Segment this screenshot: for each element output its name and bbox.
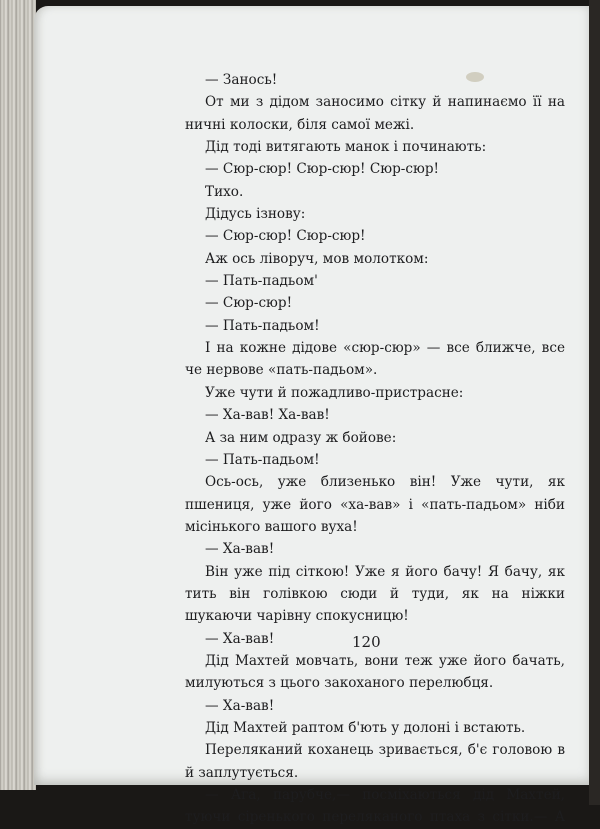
text-line: че нервове «пать-падьом». (185, 362, 378, 379)
text-line: місінького вашого вуха! (185, 518, 358, 535)
page-number: 120 (352, 633, 381, 651)
text-line: От ми з дідом заносимо сітку й напинаємо її на (205, 94, 565, 111)
text-line: Дід тоді витягають манок і починають: (205, 139, 487, 156)
page-body-text (185, 69, 565, 829)
text-line: — Пать-падьом' (205, 273, 318, 290)
text-line: Тихо. (205, 183, 244, 200)
text-line: — Ха-вав! (205, 697, 275, 714)
text-line: А за ним одразу ж бойове: (205, 429, 397, 446)
text-line: — Ха-вав! (205, 541, 275, 558)
page-right-edge (589, 0, 600, 805)
text-line: шукаючи чарівну спокусницю! (185, 608, 409, 625)
text-line: — Пать-падьом! (205, 451, 320, 468)
text-line: пшениця, уже його «ха-вав» і «пать-падьом» ніби (185, 496, 565, 513)
text-line: — Ага, парубче,— посміхаються дід Махтей, (205, 787, 565, 803)
text-line: Уже чути й пожадливо-пристрасне: (205, 384, 464, 401)
text-line: ничні колоски, біля самої межі. (185, 116, 415, 133)
text-line: — Сюр-сюр! Сюр-сюр! (205, 228, 366, 245)
text-line: Він уже під сіткою! Уже я його бачу! Я бачу, як (205, 563, 565, 580)
text-line: — Сюр-сюр! Сюр-сюр! Сюр-сюр! (205, 161, 439, 178)
text-line: Дід Махтей раптом б'ють у долоні і встають. (205, 719, 526, 736)
text-line: Дід Махтей мовчать, вони теж уже його бачать, (205, 652, 565, 669)
text-line: — Пать-падьом! (205, 317, 320, 334)
text-line: й заплутується. (185, 764, 299, 781)
text-line: Ось-ось, уже близенько він! Уже чути, як (205, 474, 565, 491)
text-line: — Ха-вав! (205, 630, 275, 647)
text-line: — Занось! (205, 72, 278, 88)
text-line: Аж ось ліворуч, мов молотком: (205, 250, 429, 267)
text-line: — Сюр-сюр! (205, 295, 293, 312)
text-line: — Ха-вав! Ха-вав! (205, 407, 330, 424)
text-line: Переляканий коханець зривається, б'є головою в (205, 742, 565, 759)
text-line: тить він голівкою сюди й туди, як на ніжки (185, 585, 565, 602)
text-line: І на кожне дідове «сюр-сюр» — все ближче, все (205, 340, 565, 357)
text-line: Дідусь ізнову: (205, 206, 306, 223)
text-line: милуються з цього закоханого перелюбця. (185, 675, 494, 692)
book-spine-edges (0, 0, 36, 790)
text-line: туючи сіренького переляканого птаха з сітки.— А (185, 809, 565, 826)
